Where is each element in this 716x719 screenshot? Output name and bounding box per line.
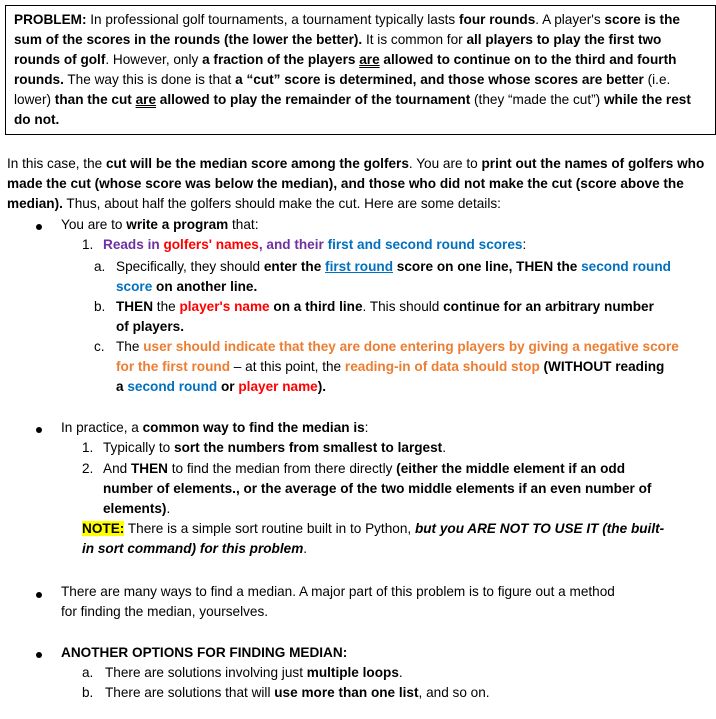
- text: . You are to: [408, 156, 482, 171]
- text: that:: [228, 217, 259, 232]
- read-in-item: [103, 235, 526, 255]
- text: THEN: [116, 299, 154, 314]
- text: (i.e. lower): [14, 72, 671, 107]
- text: than the cut: [54, 92, 136, 107]
- text: . A player's: [535, 12, 605, 27]
- text: second round: [581, 259, 671, 274]
- text: score is the sum of the scores in the rounds (the lower the better).: [14, 12, 680, 47]
- text: or: [217, 379, 239, 394]
- text: player's name: [179, 299, 270, 314]
- text: In this case, the: [7, 156, 106, 171]
- list-letter: c.: [94, 339, 105, 354]
- sub-item-a: [116, 257, 712, 297]
- text: write a program: [126, 217, 229, 232]
- text: in sort command) for this problem: [82, 541, 304, 556]
- text: (either the middle element if an odd: [396, 461, 626, 476]
- text: (WITHOUT reading: [539, 359, 665, 374]
- bullet-icon: [36, 592, 42, 598]
- intro-paragraph: [7, 154, 710, 214]
- text: .: [303, 541, 308, 556]
- text: a “cut” score is determined, and those whose scores are better: [235, 72, 644, 87]
- text: . This should: [362, 299, 444, 314]
- list-letter: a.: [94, 259, 106, 274]
- options-title: ANOTHER OPTIONS FOR FINDING MEDIAN:: [61, 645, 348, 660]
- bullet-icon: [36, 427, 42, 433]
- text: a fraction of the players: [202, 52, 360, 67]
- text: common way to find the median is: [142, 420, 365, 435]
- list-letter: b.: [94, 299, 106, 314]
- text: first round: [325, 259, 394, 274]
- text: second round: [127, 379, 218, 394]
- text: .: [166, 501, 171, 516]
- text: continue for an arbitrary number: [443, 299, 654, 314]
- text: There are solutions that will: [105, 685, 275, 700]
- text: cut will be the median score among the golfers: [106, 156, 409, 171]
- text: are: [359, 52, 380, 67]
- text: use more than one list: [274, 685, 419, 700]
- option-a: [105, 663, 403, 683]
- bullet-text: [61, 418, 368, 438]
- text: all players to play the first two rounds of golf: [14, 32, 662, 67]
- problem-box: [5, 5, 716, 135]
- text: It is common for: [362, 32, 467, 47]
- text: And: [103, 461, 131, 476]
- text: score on one line, THEN the: [393, 259, 582, 274]
- note-label: NOTE:: [82, 521, 125, 536]
- text: . However, only: [105, 52, 203, 67]
- bullet-text: [61, 582, 711, 622]
- text: ).: [317, 379, 327, 394]
- text: print out the names of golfers who made the cut (whose score was below the median), and those who did not make the cut (score above the median).: [7, 156, 705, 211]
- text: The: [116, 339, 144, 354]
- text: Specifically, they should: [116, 259, 264, 274]
- text: There are solutions involving just: [105, 665, 307, 680]
- sub-item-c: [116, 337, 712, 397]
- text: THEN: [130, 461, 168, 476]
- text: are: [135, 92, 157, 107]
- bullet-text: [61, 215, 258, 235]
- text: to find the median from there directly: [167, 461, 397, 476]
- option-b: [105, 683, 490, 703]
- text: reading-in of data should stop: [344, 359, 540, 374]
- text: , and so on.: [418, 685, 490, 700]
- text: player name: [238, 379, 318, 394]
- text: first and second round scores: [327, 237, 523, 252]
- text: You are to: [61, 217, 127, 232]
- text: .: [442, 440, 446, 455]
- text: enter the: [263, 259, 326, 274]
- list-number: 1.: [82, 237, 94, 252]
- text: – at this point, the: [230, 359, 345, 374]
- text: There is a simple sort routine built in to Python,: [124, 521, 415, 536]
- text: elements): [103, 501, 167, 516]
- text: four rounds: [459, 12, 536, 27]
- text: user should indicate that they are done entering players by giving a negative score: [143, 339, 679, 354]
- text: In professional golf tournaments, a tournament typically lasts: [86, 12, 460, 27]
- text: score: [116, 279, 153, 294]
- text: while the rest do not.: [14, 92, 691, 127]
- text: a: [116, 379, 128, 394]
- list-letter: a.: [82, 665, 94, 680]
- text: of players.: [116, 319, 184, 334]
- text: number of elements., or the average of the two middle elements if an even number of: [103, 481, 652, 496]
- list-number: 2.: [82, 461, 94, 476]
- text: the: [153, 299, 180, 314]
- list-number: 1.: [82, 440, 94, 455]
- text: There are many ways to find a median. A major part of this problem is to figure out a method: [61, 584, 615, 599]
- text: for the first round: [116, 359, 231, 374]
- text: on a third line: [269, 299, 363, 314]
- sub-item-b: [116, 297, 712, 337]
- text: allowed to continue on to the third and fourth rounds.: [14, 52, 677, 87]
- problem-paragraph: [14, 10, 707, 130]
- text: :: [364, 420, 369, 435]
- text: Reads in: [103, 237, 164, 252]
- bullet-icon: [36, 224, 42, 230]
- text: allowed to play the remainder of the tournament: [156, 92, 471, 107]
- note-paragraph: [82, 519, 712, 559]
- text: on another line.: [152, 279, 258, 294]
- text: Typically to: [103, 440, 175, 455]
- text: (they “made the cut”): [470, 92, 604, 107]
- text: :: [522, 237, 527, 252]
- bullet-icon: [36, 652, 42, 658]
- text: , and their: [258, 237, 328, 252]
- text: but you ARE NOT TO USE IT (the built-: [414, 521, 665, 536]
- text: multiple loops: [306, 665, 399, 680]
- text: .: [398, 665, 403, 680]
- step-2: [103, 459, 711, 519]
- text: The way this is done is that: [63, 72, 236, 87]
- step-1: [103, 438, 446, 458]
- text: for finding the median, yourselves.: [61, 604, 269, 619]
- problem-label: PROBLEM:: [14, 12, 87, 27]
- text: sort the numbers from smallest to largest: [174, 440, 443, 455]
- text: golfers' names: [163, 237, 259, 252]
- text: In practice, a: [61, 420, 143, 435]
- list-letter: b.: [82, 685, 94, 700]
- text: Thus, about half the golfers should make the cut. Here are some details:: [62, 196, 501, 211]
